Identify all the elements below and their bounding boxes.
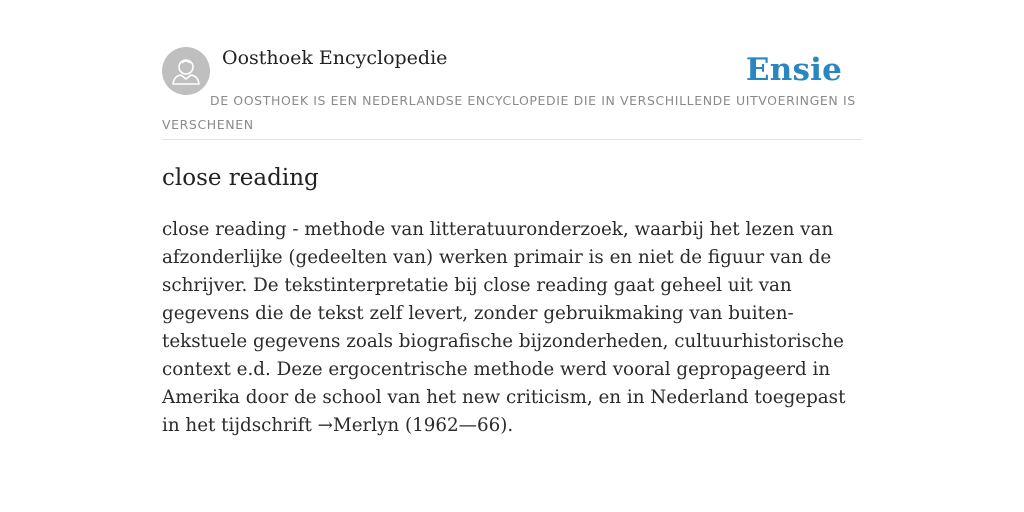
source-title[interactable]: Oosthoek Encyclopedie [222,47,448,69]
source-tagline: DE OOSTHOEK IS EEN NEDERLANDSE ENCYCLOPEDIE DIE IN VERSCHILLENDE UITVOERINGEN IS VERSCHENEN [162,93,856,132]
entry-body-text: close reading - methode van litteratuuronderzoek, waarbij het lezen van afzonderlijke (gedeelten van) werken primair is en niet de figuur van de schrijver. De tekstinterpretatie bij close reading gaat geheel uit van gegevens die de tekst zelf levert, zonder gebruikmaking van buiten-tekstuele gegevens zoals biografische bijzonderheden, cultuurhistorische context e.d. Deze ergocentrische methode werd vooral gepropageerd in Amerika door de school van het new criticism, en in Nederland toegepast in het tijdschrift [162,219,846,436]
source-header [162,46,862,140]
crossref-link-merlyn[interactable] [318,415,400,436]
user-icon [162,47,210,95]
entry-body-tail: (1962—66). [399,415,514,436]
arrow-right-icon: → [317,415,333,436]
source-avatar[interactable] [162,47,210,95]
entry-body [162,216,864,440]
entry-title: close reading [162,165,319,191]
ensie-logo[interactable]: Ensie [745,52,842,88]
crossref-link-label: Merlyn [332,415,400,436]
